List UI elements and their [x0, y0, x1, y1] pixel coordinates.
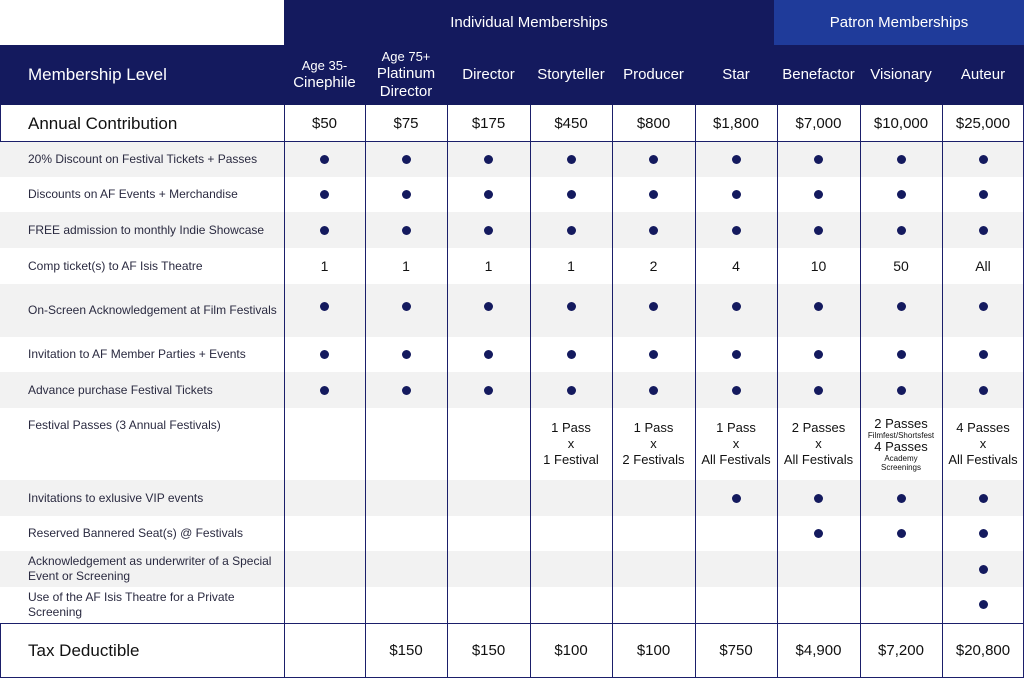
- benefit-label: Reserved Bannered Seat(s) @ Festivals: [28, 526, 243, 540]
- included-dot-icon: [402, 302, 411, 311]
- pass-line: Academy: [884, 453, 918, 463]
- included-dot-icon: [649, 155, 658, 164]
- included-dot-icon: [979, 600, 988, 609]
- cell-auteur: [942, 372, 1024, 408]
- pass-line: x: [979, 436, 987, 451]
- tax-producer: $100: [636, 642, 671, 659]
- cell-storyteller: [530, 408, 612, 480]
- included-dot-icon: [649, 190, 658, 199]
- included-dot-icon: [979, 494, 988, 503]
- included-dot-icon: [567, 302, 576, 311]
- column-divider: [777, 105, 778, 677]
- included-dot-icon: [897, 302, 906, 311]
- cell-star: 4: [732, 258, 740, 274]
- pass-line: 2 Festivals: [622, 452, 685, 467]
- group-label-patron: Patron Memberships: [829, 14, 969, 31]
- column-header-text: Storyteller: [537, 66, 605, 83]
- cell-visionary: [860, 284, 942, 337]
- contribution-producer: $800: [636, 114, 671, 132]
- column-divider: [0, 105, 1, 141]
- included-dot-icon: [320, 155, 329, 164]
- cell-director: [447, 141, 530, 177]
- benefit-label: 20% Discount on Festival Tickets + Passes: [28, 151, 258, 166]
- included-dot-icon: [732, 190, 741, 199]
- included-dot-icon: [979, 302, 988, 311]
- cell-benefactor: [777, 480, 860, 516]
- benefit-label: Use of the AF Isis Theatre for a Private Screening: [28, 589, 235, 619]
- pass-line: All Festivals: [948, 452, 1018, 467]
- pass-line: 1 Pass: [716, 420, 756, 435]
- contribution-auteur: $25,000: [955, 114, 1011, 132]
- included-dot-icon: [814, 302, 823, 311]
- cell-cinephile: [284, 551, 365, 587]
- cell-star: [695, 372, 777, 408]
- tax-auteur: $20,800: [955, 642, 1011, 659]
- pass-line: All Festivals: [701, 452, 771, 467]
- included-dot-icon: [320, 226, 329, 235]
- cell-producer: [612, 212, 695, 248]
- cell-director: [447, 516, 530, 551]
- cell-storyteller: [530, 337, 612, 372]
- cell-storyteller: [530, 372, 612, 408]
- cell-cinephile: [284, 480, 365, 516]
- column-header-star: [695, 45, 777, 105]
- pass-line: x: [815, 436, 822, 451]
- included-dot-icon: [320, 190, 329, 199]
- pass-line: Filmfest/Shortsfest: [867, 430, 935, 440]
- cell-cinephile: [284, 141, 365, 177]
- included-dot-icon: [732, 494, 741, 503]
- cell-platinum-director: [365, 141, 447, 177]
- cell-auteur: All: [975, 258, 991, 274]
- included-dot-icon: [402, 155, 411, 164]
- column-header-director: [447, 45, 530, 105]
- cell-auteur: [942, 141, 1024, 177]
- included-dot-icon: [814, 190, 823, 199]
- cell-producer: 2: [649, 258, 658, 274]
- contribution-director: $175: [471, 114, 506, 132]
- included-dot-icon: [897, 226, 906, 235]
- cell-storyteller: [530, 551, 612, 587]
- cell-benefactor: [777, 516, 860, 551]
- included-dot-icon: [649, 386, 658, 395]
- included-dot-icon: [320, 302, 329, 311]
- cell-star: [695, 408, 777, 480]
- column-header-benefactor: [777, 45, 860, 105]
- included-dot-icon: [320, 386, 329, 395]
- cell-benefactor: [777, 337, 860, 372]
- pass-line: x: [650, 436, 657, 451]
- group-label-individual: Individual Memberships: [450, 14, 608, 31]
- cell-visionary: 50: [893, 258, 909, 274]
- included-dot-icon: [732, 386, 741, 395]
- benefit-label: Acknowledgement as underwriter of a Special Event or Screening: [28, 554, 272, 583]
- column-header-text: Producer: [623, 66, 684, 83]
- pass-line: All Festivals: [783, 452, 854, 467]
- included-dot-icon: [814, 529, 823, 538]
- cell-director: 1: [484, 258, 493, 274]
- included-dot-icon: [567, 190, 576, 199]
- column-header-text: Platinum: [376, 65, 436, 82]
- cell-storyteller: [530, 516, 612, 551]
- cell-platinum-director: [365, 408, 447, 480]
- cell-auteur: [942, 177, 1024, 212]
- cell-benefactor: [777, 372, 860, 408]
- cell-producer: [612, 177, 695, 212]
- included-dot-icon: [649, 226, 658, 235]
- cell-star: [695, 337, 777, 372]
- cell-storyteller: [530, 212, 612, 248]
- benefit-label: Advance purchase Festival Tickets: [28, 382, 213, 397]
- included-dot-icon: [649, 350, 658, 359]
- cell-director: [447, 480, 530, 516]
- included-dot-icon: [979, 386, 988, 395]
- pass-line: 2 Passes: [791, 420, 846, 435]
- cell-producer: [612, 408, 695, 480]
- cell-benefactor: 10: [810, 258, 827, 274]
- tax-label: Tax Deductible: [28, 641, 140, 660]
- cell-platinum-director: [365, 551, 447, 587]
- cell-storyteller: [530, 141, 612, 177]
- cell-auteur: [942, 284, 1024, 337]
- cell-auteur: [942, 516, 1024, 551]
- cell-star: [695, 141, 777, 177]
- column-header-storyteller: [530, 45, 612, 105]
- cell-platinum-director: [365, 177, 447, 212]
- column-header-text: Director: [462, 66, 515, 83]
- cell-benefactor: [777, 177, 860, 212]
- cell-benefactor: [777, 141, 860, 177]
- cell-auteur: [942, 337, 1024, 372]
- tax-star: $750: [719, 642, 753, 659]
- included-dot-icon: [979, 350, 988, 359]
- cell-star: [695, 516, 777, 551]
- cell-visionary: [860, 480, 942, 516]
- column-divider: [695, 105, 696, 677]
- cell-director: [447, 177, 530, 212]
- cell-visionary: [860, 337, 942, 372]
- included-dot-icon: [814, 226, 823, 235]
- included-dot-icon: [649, 302, 658, 311]
- cell-producer: [612, 372, 695, 408]
- cell-storyteller: [530, 480, 612, 516]
- column-header-platinum-director: [365, 45, 447, 105]
- included-dot-icon: [484, 226, 493, 235]
- included-dot-icon: [814, 494, 823, 503]
- included-dot-icon: [897, 350, 906, 359]
- cell-storyteller: [530, 587, 612, 622]
- pass-line: 4 Passes: [956, 420, 1010, 435]
- tax-storyteller: $100: [554, 642, 588, 659]
- included-dot-icon: [897, 494, 906, 503]
- cell-visionary: [860, 212, 942, 248]
- column-divider: [0, 623, 1, 678]
- cell-visionary: [860, 141, 942, 177]
- cell-producer: [612, 337, 695, 372]
- cell-visionary: [860, 551, 942, 587]
- cell-storyteller: 1: [567, 258, 575, 274]
- included-dot-icon: [402, 190, 411, 199]
- contribution-storyteller: $450: [554, 114, 588, 132]
- cell-cinephile: [284, 408, 365, 480]
- column-header-auteur: [942, 45, 1024, 105]
- cell-platinum-director: [365, 587, 447, 622]
- cell-auteur: [942, 587, 1024, 622]
- cell-benefactor: [777, 284, 860, 337]
- cell-platinum-director: [365, 516, 447, 551]
- cell-platinum-director: [365, 372, 447, 408]
- column-header-visionary: [860, 45, 942, 105]
- included-dot-icon: [567, 350, 576, 359]
- included-dot-icon: [897, 190, 906, 199]
- contribution-star: $1,800: [713, 114, 759, 132]
- column-header-text: Star: [722, 66, 750, 83]
- cell-cinephile: [284, 516, 365, 551]
- tax-visionary: $7,200: [878, 642, 924, 659]
- cell-cinephile: 1: [320, 258, 329, 274]
- row-divider: [0, 623, 1024, 624]
- cell-platinum-director: [365, 284, 447, 337]
- included-dot-icon: [897, 529, 906, 538]
- included-dot-icon: [567, 386, 576, 395]
- included-dot-icon: [732, 350, 741, 359]
- pass-line: 1 Festival: [543, 452, 599, 467]
- cell-star: [695, 587, 777, 622]
- included-dot-icon: [320, 350, 329, 359]
- column-divider: [612, 105, 613, 677]
- pass-line: Screenings: [880, 462, 922, 472]
- cell-auteur: [942, 480, 1024, 516]
- cell-visionary: [860, 587, 942, 622]
- column-header-text: Visionary: [870, 66, 932, 83]
- column-divider: [447, 105, 448, 677]
- cell-cinephile: [284, 177, 365, 212]
- benefit-label: Invitation to AF Member Parties + Events: [28, 347, 246, 361]
- benefit-label: FREE admission to monthly Indie Showcase: [28, 222, 265, 237]
- included-dot-icon: [402, 226, 411, 235]
- cell-platinum-director: [365, 480, 447, 516]
- column-divider: [530, 105, 531, 677]
- cell-storyteller: [530, 177, 612, 212]
- cell-auteur: [942, 551, 1024, 587]
- column-divider: [942, 105, 943, 677]
- column-header-text: Age 75+: [381, 49, 431, 64]
- contribution-cinephile: $50: [311, 114, 338, 132]
- tax-benefactor: $4,900: [795, 642, 842, 659]
- cell-benefactor: [777, 587, 860, 622]
- cell-storyteller: [530, 284, 612, 337]
- cell-cinephile: [284, 212, 365, 248]
- benefit-label: Comp ticket(s) to AF Isis Theatre: [28, 258, 203, 273]
- column-header-cinephile: [284, 45, 365, 105]
- included-dot-icon: [814, 155, 823, 164]
- cell-producer: [612, 284, 695, 337]
- included-dot-icon: [567, 226, 576, 235]
- cell-cinephile: [284, 337, 365, 372]
- cell-benefactor: [777, 551, 860, 587]
- included-dot-icon: [732, 302, 741, 311]
- cell-producer: [612, 516, 695, 551]
- cell-star: [695, 551, 777, 587]
- pass-line: 4 Passes: [874, 438, 928, 454]
- column-header-text: Auteur: [960, 66, 1006, 83]
- pass-line: 2 Passes: [874, 415, 928, 431]
- cell-visionary: [860, 372, 942, 408]
- included-dot-icon: [402, 386, 411, 395]
- tax-cinephile: [284, 623, 365, 678]
- included-dot-icon: [732, 226, 741, 235]
- included-dot-icon: [979, 226, 988, 235]
- included-dot-icon: [732, 155, 741, 164]
- included-dot-icon: [897, 155, 906, 164]
- column-divider: [860, 105, 861, 677]
- cell-star: [695, 177, 777, 212]
- column-divider: [365, 105, 366, 677]
- included-dot-icon: [814, 386, 823, 395]
- cell-producer: [612, 551, 695, 587]
- included-dot-icon: [484, 155, 493, 164]
- cell-star: [695, 212, 777, 248]
- benefit-label: On-Screen Acknowledgement at Film Festivals: [28, 303, 277, 317]
- contribution-visionary: $10,000: [873, 114, 929, 132]
- cell-director: [447, 587, 530, 622]
- contribution-benefactor: $7,000: [795, 114, 842, 132]
- included-dot-icon: [979, 155, 988, 164]
- cell-visionary: [860, 408, 942, 480]
- included-dot-icon: [979, 565, 988, 574]
- column-header-producer: [612, 45, 695, 105]
- contribution-platinum-director: $75: [393, 114, 419, 132]
- pass-line: x: [567, 436, 575, 451]
- cell-director: [447, 212, 530, 248]
- tax-director: $150: [471, 642, 506, 659]
- cell-cinephile: [284, 372, 365, 408]
- cell-benefactor: [777, 212, 860, 248]
- column-header-text: Age 35-: [301, 58, 348, 73]
- cell-cinephile: [284, 284, 365, 337]
- cell-director: [447, 372, 530, 408]
- column-header-text: Benefactor: [782, 66, 855, 83]
- column-header-text: Director: [379, 83, 433, 100]
- cell-producer: [612, 587, 695, 622]
- cell-visionary: [860, 516, 942, 551]
- benefit-label: Invitations to exlusive VIP events: [28, 490, 204, 505]
- included-dot-icon: [402, 350, 411, 359]
- benefit-label: Festival Passes (3 Annual Festivals): [28, 418, 221, 432]
- cell-platinum-director: [365, 337, 447, 372]
- tax-platinum-director: $150: [389, 642, 423, 659]
- column-divider: [284, 105, 285, 677]
- contribution-label: Annual Contribution: [28, 113, 178, 133]
- cell-cinephile: [284, 587, 365, 622]
- included-dot-icon: [484, 190, 493, 199]
- cell-star: [695, 284, 777, 337]
- pass-line: 1 Pass: [633, 420, 674, 435]
- cell-director: [447, 284, 530, 337]
- included-dot-icon: [897, 386, 906, 395]
- included-dot-icon: [484, 302, 493, 311]
- row-divider: [0, 141, 1024, 142]
- membership-level-header: Membership Level: [28, 65, 167, 84]
- cell-director: [447, 337, 530, 372]
- cell-auteur: [942, 212, 1024, 248]
- column-header-text: Cinephile: [293, 74, 356, 91]
- included-dot-icon: [484, 386, 493, 395]
- included-dot-icon: [814, 350, 823, 359]
- pass-line: x: [732, 436, 740, 451]
- included-dot-icon: [979, 529, 988, 538]
- cell-auteur: [942, 408, 1024, 480]
- cell-star: [695, 480, 777, 516]
- cell-platinum-director: 1: [402, 258, 410, 274]
- included-dot-icon: [567, 155, 576, 164]
- cell-visionary: [860, 177, 942, 212]
- benefit-label: Discounts on AF Events + Merchandise: [28, 187, 238, 201]
- cell-platinum-director: [365, 212, 447, 248]
- included-dot-icon: [484, 350, 493, 359]
- cell-producer: [612, 480, 695, 516]
- pass-line: 1 Pass: [551, 420, 591, 435]
- cell-director: [447, 551, 530, 587]
- cell-director: [447, 408, 530, 480]
- included-dot-icon: [979, 190, 988, 199]
- cell-benefactor: [777, 408, 860, 480]
- cell-producer: [612, 141, 695, 177]
